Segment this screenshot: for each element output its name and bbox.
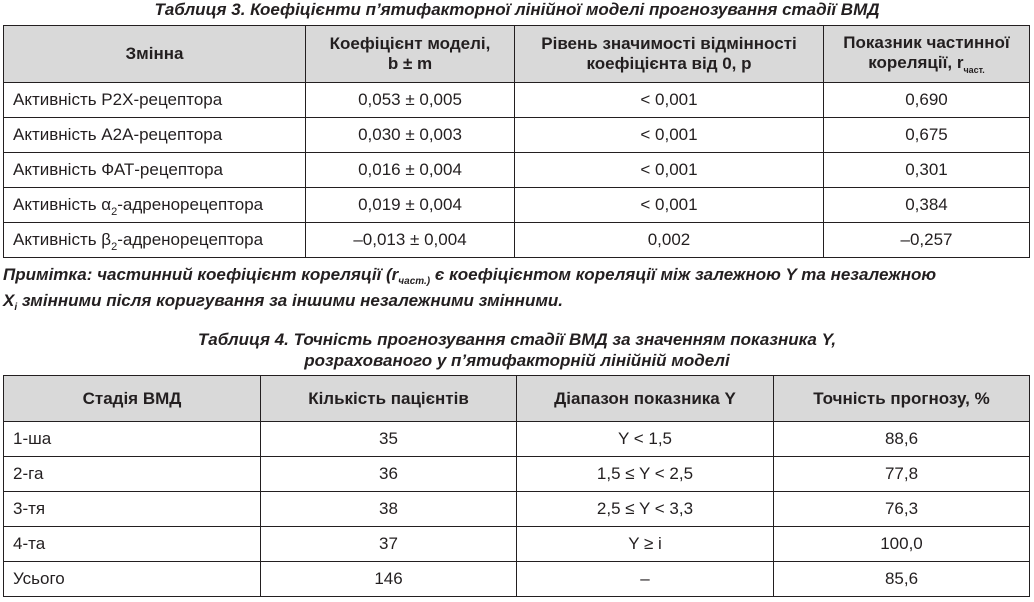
- accuracy-cell: 76,3: [774, 492, 1030, 527]
- header-significance: Рівень значимості відмінності коефіцієнта від 0, p: [515, 26, 824, 83]
- table-row: [4, 422, 1030, 457]
- p-value-cell: 0,002: [515, 223, 824, 258]
- variable-cell: Активність $\beta_2$-адренорецептора: [4, 223, 306, 258]
- accuracy-cell: 88,6: [774, 422, 1030, 457]
- header-range: Діапазон показника Y: [517, 376, 774, 422]
- table-row: [4, 527, 1030, 562]
- header-stage: Стадія ВМД: [4, 376, 261, 422]
- p-value-cell: < 0,001: [515, 83, 824, 118]
- coefficient-cell: 0,016 ± 0,004: [306, 153, 515, 188]
- count-cell: 38: [261, 492, 517, 527]
- table4-caption: Таблиця 4. Точність прогнозування стадії ВМД за значенням показника Y, розрахованого у п’ятифакторній лінійній моделі: [197, 330, 837, 370]
- coefficient-cell: –0,013 ± 0,004: [306, 223, 515, 258]
- variable-cell: Активність A2A-рецептора: [4, 118, 306, 153]
- coefficients-table: [3, 25, 1030, 258]
- range-cell: 2,5 ≤ Y < 3,3: [517, 492, 774, 527]
- correlation-cell: 0,675: [824, 118, 1030, 153]
- range-cell: Y < 1,5: [517, 422, 774, 457]
- table-row: [4, 83, 1030, 118]
- p-value-cell: < 0,001: [515, 153, 824, 188]
- stage-cell: 3-тя: [4, 492, 261, 527]
- coefficient-cell: 0,053 ± 0,005: [306, 83, 515, 118]
- table-row: [4, 153, 1030, 188]
- variable-cell: Активність ФАТ-рецептора: [4, 153, 306, 188]
- table-row: [4, 188, 1030, 223]
- p-value-cell: < 0,001: [515, 188, 824, 223]
- table-row: [4, 223, 1030, 258]
- table-row: [4, 118, 1030, 153]
- header-coefficient: Коефіцієнт моделі, b ± m: [306, 26, 515, 83]
- stage-cell: 1-ша: [4, 422, 261, 457]
- table-row: [4, 457, 1030, 492]
- count-cell: 35: [261, 422, 517, 457]
- stage-cell: Усього: [4, 562, 261, 597]
- header-variable: Змінна: [4, 26, 306, 83]
- p-value-cell: < 0,001: [515, 118, 824, 153]
- accuracy-table: [3, 375, 1030, 597]
- coefficient-cell: 0,019 ± 0,004: [306, 188, 515, 223]
- count-cell: 37: [261, 527, 517, 562]
- accuracy-cell: 77,8: [774, 457, 1030, 492]
- header-accuracy: Точність прогнозу, %: [774, 376, 1030, 422]
- range-cell: Y ≥ i: [517, 527, 774, 562]
- count-cell: 36: [261, 457, 517, 492]
- table-row: [4, 562, 1030, 597]
- stage-cell: 2-га: [4, 457, 261, 492]
- variable-cell: Активність $\alpha_2$-адренорецептора: [4, 188, 306, 223]
- header-patients: Кількість пацієнтів: [261, 376, 517, 422]
- accuracy-cell: 85,6: [774, 562, 1030, 597]
- count-cell: 146: [261, 562, 517, 597]
- correlation-cell: 0,384: [824, 188, 1030, 223]
- range-cell: –: [517, 562, 774, 597]
- stage-cell: 4-та: [4, 527, 261, 562]
- table3-caption: Таблиця 3. Коефіцієнти п’ятифакторної лінійної моделі прогнозування стадії ВМД: [154, 0, 880, 19]
- header-partial-correlation: Показник частинної кореляції, $r_{част.}$: [824, 26, 1030, 83]
- accuracy-cell: 100,0: [774, 527, 1030, 562]
- coefficient-cell: 0,030 ± 0,003: [306, 118, 515, 153]
- table3-note: Примітка: частинний коефіцієнт кореляції ($r_{част.)}$ є коефіцієнтом кореляції між залежною Y та незалежною $X_i$ змінними після коригування за іншими незалежними змінними.: [3, 265, 937, 313]
- table-row: [4, 492, 1030, 527]
- table-header-row: [4, 376, 1030, 422]
- table-header-row: [4, 26, 1030, 83]
- variable-cell: Активність P2X-рецептора: [4, 83, 306, 118]
- correlation-cell: –0,257: [824, 223, 1030, 258]
- correlation-cell: 0,301: [824, 153, 1030, 188]
- correlation-cell: 0,690: [824, 83, 1030, 118]
- range-cell: 1,5 ≤ Y < 2,5: [517, 457, 774, 492]
